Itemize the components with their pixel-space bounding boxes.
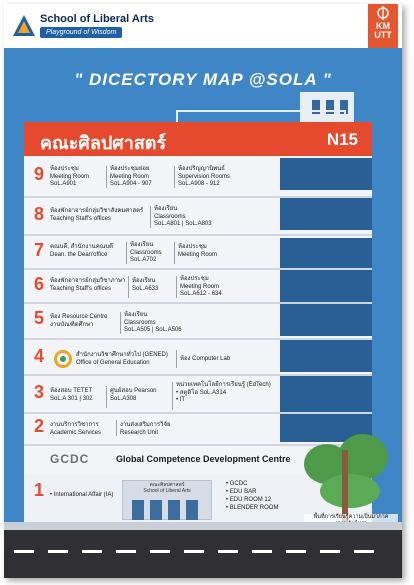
floor-4-gened-office: สำนักงานวิชาศึกษาทั่วไป (GENED) Office of General Education [76,352,168,366]
floor-divider [24,374,372,376]
entrance-sign: คณะศิลปศาสตร์ School of Liberal Arts [143,482,191,494]
floor-divider [24,234,372,236]
floor-1-international-affair: • International Affair (IA) [50,492,114,498]
floor-number-9: 9 [33,164,44,184]
cell-separator [126,242,127,264]
floor-7-meeting-room: ห้องประชุม Meeting Room [178,244,218,258]
gened-logo-icon [54,350,72,368]
cell-separator [150,206,151,228]
road-dash [14,550,34,553]
entrance-door [132,500,144,520]
floor-9-small-meeting-rooms: ห้องประชุมย่อย Meeting Room SoL.A904 - 907 [110,166,152,187]
road-dash [354,550,374,553]
road-dash [48,550,68,553]
road-dash [150,550,170,553]
floor-7-dean-office: คณบดี, สำนักงานคณบดี Dean. the Dean'office [50,244,114,258]
floor-divider [24,302,372,304]
window-wing [280,270,372,302]
floor-number-7: 7 [33,240,44,260]
floor-9-meeting-room: ห้องประชุม Meeting Room SoL.A901 [50,166,90,187]
cell-separator [176,276,177,298]
floor-5-classrooms: ห้องเรียน Classrooms SoL.A505 | SoL.A506 [124,312,182,333]
cell-separator [128,276,129,298]
floor-6-classroom: ห้องเรียน SoL.A633 [132,278,159,292]
floor-3-edtech: หน่วยเทคโนโลยีการเรียนรู้ (EdTech) • สตูดิโอ SoL.A314 • IT [176,382,271,403]
window-wing [280,198,372,230]
cell-separator [176,350,177,368]
floor-2-research-unit: งานส่งเสริมการวิจัย Research Unit [120,422,171,436]
floor-1-facilities: • GCDC • EDU BAR • EDU ROOM 12 • BLENDER ROOM [226,481,279,511]
road-dash [184,550,204,553]
kmutt-bottom: UTT [374,30,392,40]
cell-separator [174,242,175,264]
floor-divider [24,268,372,270]
road-dash [320,550,340,553]
faculty-name: คณะศิลปศาสตร์ [40,133,167,153]
floor-6-staff-offices: ห้องพักอาจารย์กลุ่มวิชาภาษา Teaching Staff's offices [50,278,126,292]
floor-number-1: 1 [33,480,44,500]
road-dash [286,550,306,553]
floor-4-computer-lab: ห้อง Computer Lab [180,356,231,362]
sidewalk [4,522,402,530]
entrance-door [168,500,180,520]
page-title: " DICECTORY MAP @SOLA " [74,70,332,89]
floor-3-tetet-room: ห้องสอบ TETET SoL.A 301 | 302 [50,388,93,402]
cell-separator [172,382,173,410]
floor-9-supervision-rooms: ห้องปริญญานิพนธ์ Supervision Rooms SoL.A908 - 912 [178,166,231,187]
cell-separator [106,386,107,408]
floor-number-2: 2 [33,416,44,436]
gcdc-full-name: Global Competence Development Centre [116,454,291,464]
window-wing [280,376,372,412]
floor-number-4: 4 [33,346,44,366]
floor-divider [24,338,372,340]
road-dash [116,550,136,553]
floor-8-staff-offices: ห้องพักอาจารย์กลุ่มวิชาสังคมศาสตร์ Teaching Staff's offices [50,208,144,222]
road-dash [218,550,238,553]
floor-5-resource-centre: ห้อง Resource Centre งานบัณฑิตศึกษา [50,314,108,328]
entrance-door [186,500,198,520]
window-wing [280,238,372,270]
floor-7-classrooms: ห้องเรียน Classrooms SoL.A702 [130,242,162,263]
floor-number-3: 3 [33,382,44,402]
floor-number-8: 8 [33,204,44,224]
kmutt-emblem-icon [368,4,398,20]
floor-divider [24,412,372,414]
gcdc-logo: GCDC [50,452,90,466]
school-logo-icon [12,14,36,38]
floor-number-5: 5 [33,308,44,328]
roof-railing [176,110,346,122]
tree-trunk [342,450,348,522]
floor-divider [24,196,372,198]
window-wing [280,304,372,336]
tree-caption: พื้นที่การเรียนรู้ความเป็นมาภาค [304,514,398,527]
kmutt-top: KM [376,21,390,31]
floor-2-academic-services: งานบริการวิชาการ Academic Services [50,422,102,436]
window-wing [280,340,372,372]
brand-tagline: Playground of Wisdom [40,27,122,38]
cell-separator [120,312,121,334]
brand-name: School of Liberal Arts [40,13,154,25]
floor-8-classrooms: ห้องเรียน Classrooms SoL.A801 | SoL.A803 [154,206,212,227]
floor-number-6: 6 [33,274,44,294]
road-dash [252,550,272,553]
directory-poster [4,4,402,578]
building-code: N15 [326,130,358,149]
floor-6-meeting-room: ห้องประชุม Meeting Room SoL.A612 - 634 [180,276,222,297]
tree-crown [320,474,380,508]
cell-separator [106,166,107,188]
cell-separator [116,420,117,436]
kmutt-logo [368,4,398,48]
window-wing [280,158,372,190]
road [4,530,402,578]
floor-3-pearson-centre: ศูนย์สอบ Pearson SoL.A308 [110,388,157,402]
entrance-door [150,500,162,520]
road-dash [82,550,102,553]
header [4,4,402,48]
cell-separator [174,166,175,188]
